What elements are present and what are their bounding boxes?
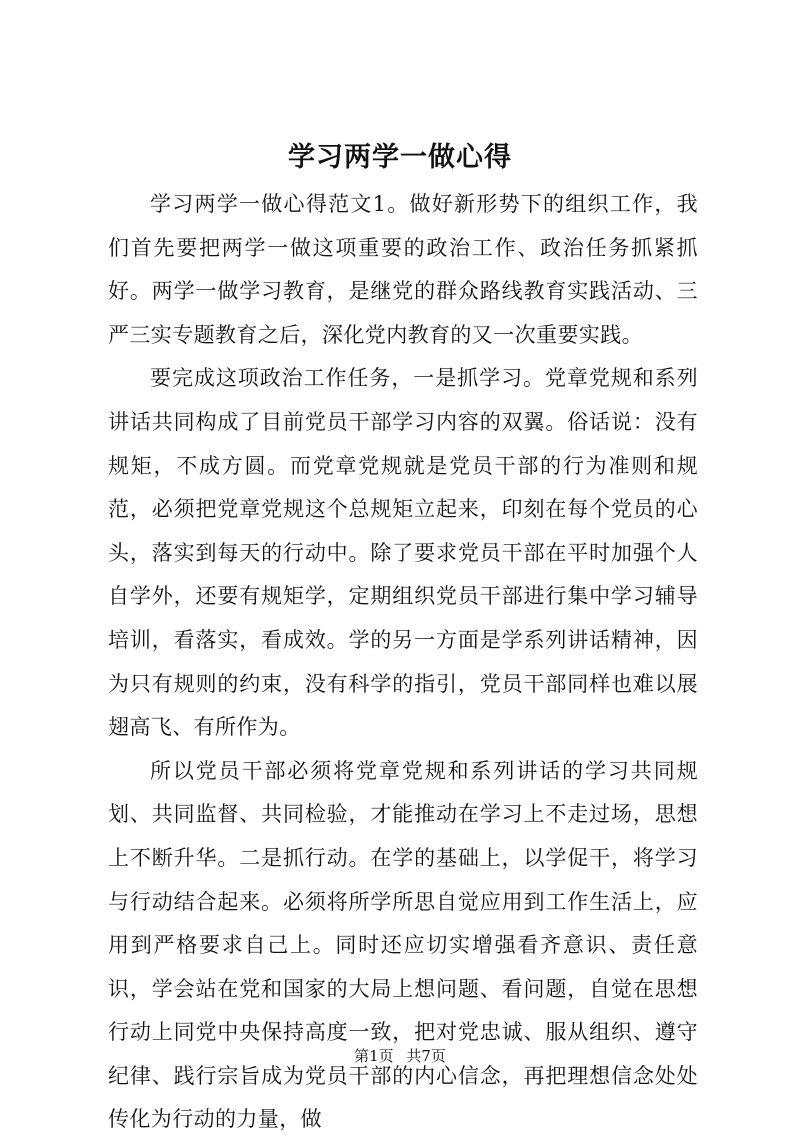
page-footer (0, 1046, 800, 1066)
page-total: 共7页 (406, 1047, 446, 1065)
paragraph-2: 要完成这项政治工作任务，一是抓学习。党章党规和系列讲话共同构成了目前党员干部学习内容的双翼。俗话说：没有规矩，不成方圆。而党章党规就是党员干部的行为准则和规范，必须把党章党规这个总规矩立起来，印刻在每个党员的心头，落实到每天的行动中。除了要求党员干部在平时加强个人自学外，还要有规矩学，定期组织党员干部进行集中学习辅导培训，看落实，看成效。学的另一方面是学系列讲话精神，因为只有规则的约束，没有科学的指引，党员干部同样也难以展翅高飞、有所作为。 (108, 366, 698, 740)
paragraph-3: 所以党员干部必须将党章党规和系列讲话的学习共同规划、共同监督、共同检验，才能推动在学习上不走过场，思想上不断升华。二是抓行动。在学的基础上，以学促干，将学习与行动结合起来。必须将所学所思自觉应用到工作生活上，应用到严格要求自己上。同时还应切实增强看齐意识、责任意识，学会站在党和国家的大局上想问题、看问题，自觉在思想行动上同党中央保持高度一致，把对党忠诚、服从组织、遵守纪律、践行宗旨成为党员干部的内心信念，再把理想信念处处传化为行动的力量，做 (108, 758, 698, 1132)
page-title: 学习两学一做心得 (288, 142, 512, 173)
document-body (108, 183, 698, 1142)
paragraph-1: 学习两学一做心得范文1。做好新形势下的组织工作，我们首先要把两学一做这项重要的政治工作、政治任务抓紧抓好。两学一做学习教育，是继党的群众路线教育实践活动、三严三实专题教育之后，深化党内教育的又一次重要实践。 (108, 192, 698, 347)
page-number: 第1页 (354, 1047, 394, 1065)
